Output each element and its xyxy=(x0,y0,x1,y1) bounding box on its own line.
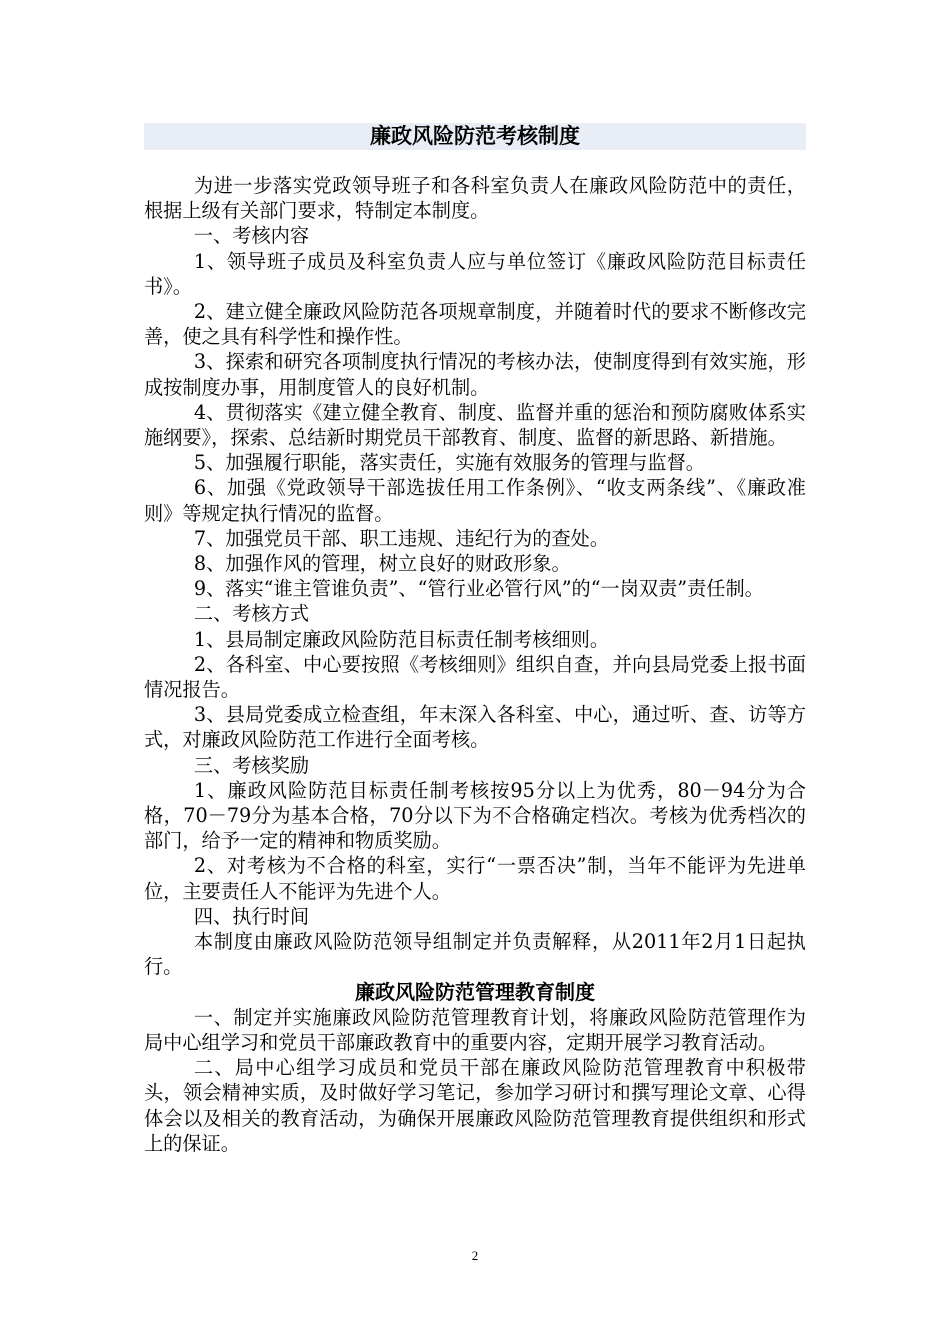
list-item: 5、加强履行职能，落实责任，实施有效服务的管理与监督。 xyxy=(193,451,705,475)
section-heading-content: 一、考核内容 xyxy=(193,224,310,248)
list-item: 8、加强作风的管理，树立良好的财政形象。 xyxy=(193,552,571,576)
list-item: 3、探索和研究各项制度执行情况的考核办法，使制度得到有效实施，形成按制度办事，用制度管人的良好机制。 xyxy=(144,350,806,399)
intro-paragraph: 为进一步落实党政领导班子和各科室负责人在廉政风险防范中的责任，根据上级有关部门要求，特制定本制度。 xyxy=(144,174,806,223)
list-item: 1、领导班子成员及科室负责人应与单位签订《廉政风险防范目标责任书》。 xyxy=(144,249,806,298)
page-number: 2 xyxy=(471,1248,479,1263)
list-item: 1、廉政风险防范目标责任制考核按95分以上为优秀，80－94分为合格，70－79分为基本合格，70分以下为不合格确定档次。考核为优秀档次的部门，给予一定的精神和物质奖励。 xyxy=(144,778,806,853)
section-heading-method: 二、考核方式 xyxy=(193,602,310,626)
second-document-title: 廉政风险防范管理教育制度 xyxy=(355,979,595,1004)
list-item: 4、贯彻落实《建立健全教育、制度、监督并重的惩治和预防腐败体系实施纲要》，探索、总结新时期党员干部教育、制度、监督的新思路、新措施。 xyxy=(144,400,806,450)
list-item: 1、县局制定廉政风险防范目标责任制考核细则。 xyxy=(193,627,610,651)
list-item: 6、加强《党政领导干部选拔任用工作条例》、“收支两条线”、《廉政准则》等规定执行情况的监督。 xyxy=(144,476,806,525)
list-item: 一、制定并实施廉政风险防范管理教育计划，将廉政风险防范管理作为局中心组学习和党员干部廉政教育中的重要内容，定期开展学习教育活动。 xyxy=(144,1005,806,1054)
list-item: 2、各科室、中心要按照《考核细则》组织自查，并向县局党委上报书面情况报告。 xyxy=(144,652,806,702)
list-item: 2、对考核为不合格的科室，实行“一票否决”制，当年不能评为先进单位，主要责任人不能评为先进个人。 xyxy=(144,854,806,903)
list-item: 9、落实“谁主管谁负责”、“管行业必管行风”的“一岗双责”责任制。 xyxy=(193,577,764,601)
list-item: 7、加强党员干部、职工违规、违纪行为的查处。 xyxy=(193,526,610,550)
list-item: 二、局中心组学习成员和党员干部在廉政风险防范管理教育中积极带头，领会精神实质，及时做好学习笔记，参加学习研讨和撰写理论文章、心得体会以及相关的教育活动，为确保开展廉政风险防范管理教育提供组织和形式上的保证。 xyxy=(144,1056,806,1155)
list-item: 3、县局党委成立检查组，年末深入各科室、中心，通过听、查、访等方式，对廉政风险防范工作进行全面考核。 xyxy=(144,703,806,752)
effective-date-paragraph: 本制度由廉政风险防范领导组制定并负责解释，从2011年2月1日起执行。 xyxy=(144,930,806,979)
list-item: 2、建立健全廉政风险防范各项规章制度，并随着时代的要求不断修改完善，使之具有科学性和操作性。 xyxy=(144,300,806,349)
document-title: 廉政风险防范考核制度 xyxy=(144,123,806,150)
document-body xyxy=(144,173,806,1156)
section-heading-reward: 三、考核奖励 xyxy=(193,753,310,777)
section-heading-effective-date: 四、执行时间 xyxy=(193,904,310,928)
